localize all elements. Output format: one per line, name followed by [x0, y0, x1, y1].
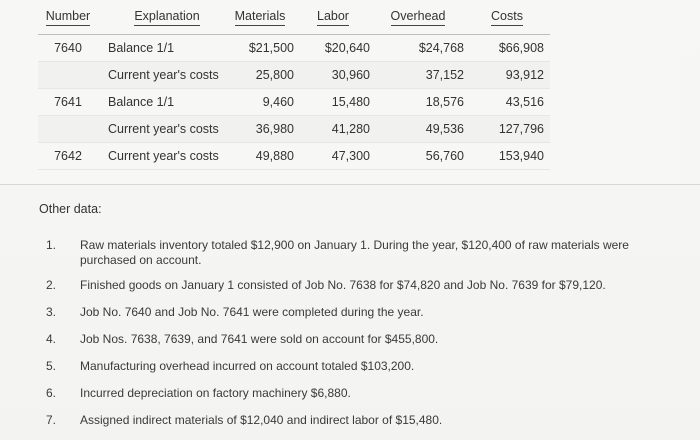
table-row [38, 116, 550, 143]
list-item-number: 1. [46, 238, 57, 252]
cell-overhead: 37,152 [372, 62, 464, 89]
list-item-text: Job Nos. 7638, 7639, and 7641 were sold on account for $455,800. [80, 332, 439, 346]
cell-overhead: $24,768 [372, 35, 464, 62]
cell-number: 7642 [38, 143, 98, 170]
table-bottom-divider [0, 184, 700, 185]
list-item-text: Assigned indirect materials of $12,040 and indirect labor of $15,480. [80, 413, 443, 427]
cell-overhead: 49,536 [372, 116, 464, 143]
table-row [38, 62, 550, 89]
table-row [38, 89, 550, 116]
table-row [38, 35, 550, 62]
list-item [0, 278, 700, 293]
cell-number [38, 62, 98, 89]
list-item [0, 413, 700, 428]
header-materials: Materials [226, 0, 294, 35]
cell-number: 7641 [38, 89, 98, 116]
job-cost-table-area [0, 0, 680, 184]
list-item-number: 3. [46, 305, 57, 319]
header-labor: Labor [294, 0, 372, 35]
cell-number [38, 116, 98, 143]
cell-explanation: Balance 1/1 [98, 35, 226, 62]
cell-costs: $66,908 [464, 35, 550, 62]
cell-number: 7640 [38, 35, 98, 62]
cell-explanation: Balance 1/1 [98, 89, 226, 116]
cell-labor: 15,480 [294, 89, 372, 116]
table-header-row [38, 0, 550, 35]
cell-labor: 41,280 [294, 116, 372, 143]
list-item-number: 7. [46, 413, 57, 427]
list-item-text: Finished goods on January 1 consisted of Job No. 7638 for $74,820 and Job No. 7639 for $79,120. [80, 278, 606, 292]
header-overhead: Overhead [372, 0, 464, 35]
cell-materials: $21,500 [226, 35, 294, 62]
job-cost-table [38, 0, 550, 170]
list-item [0, 305, 700, 320]
list-item-number: 5. [46, 359, 57, 373]
list-item-text: Raw materials inventory totaled $12,900 on January 1. During the year, $120,400 of raw materials were purchased on account. [80, 238, 629, 267]
cell-costs: 153,940 [464, 143, 550, 170]
cell-costs: 93,912 [464, 62, 550, 89]
cell-explanation: Current year's costs [98, 116, 226, 143]
cell-labor: $20,640 [294, 35, 372, 62]
cell-costs: 127,796 [464, 116, 550, 143]
cell-overhead: 56,760 [372, 143, 464, 170]
list-item [0, 386, 700, 401]
cell-overhead: 18,576 [372, 89, 464, 116]
cell-explanation: Current year's costs [98, 143, 226, 170]
cell-materials: 36,980 [226, 116, 294, 143]
cell-labor: 47,300 [294, 143, 372, 170]
list-item-text: Job No. 7640 and Job No. 7641 were completed during the year. [80, 305, 424, 319]
other-data-list [0, 238, 700, 440]
table-row [38, 143, 550, 170]
list-item [0, 238, 700, 268]
cell-costs: 43,516 [464, 89, 550, 116]
list-item-text: Manufacturing overhead incurred on account totaled $103,200. [80, 359, 415, 373]
list-item [0, 332, 700, 347]
list-item [0, 359, 700, 374]
cell-materials: 25,800 [226, 62, 294, 89]
cell-explanation: Current year's costs [98, 62, 226, 89]
list-item-number: 6. [46, 386, 57, 400]
header-number: Number [38, 0, 98, 35]
list-item-number: 2. [46, 278, 57, 292]
list-item-number: 4. [46, 332, 57, 346]
cell-labor: 30,960 [294, 62, 372, 89]
header-explanation: Explanation [98, 0, 226, 35]
cell-materials: 9,460 [226, 89, 294, 116]
other-data-heading: Other data: [39, 202, 102, 216]
cell-materials: 49,880 [226, 143, 294, 170]
list-item-text: Incurred depreciation on factory machinery $6,880. [80, 386, 351, 400]
header-costs: Costs [464, 0, 550, 35]
